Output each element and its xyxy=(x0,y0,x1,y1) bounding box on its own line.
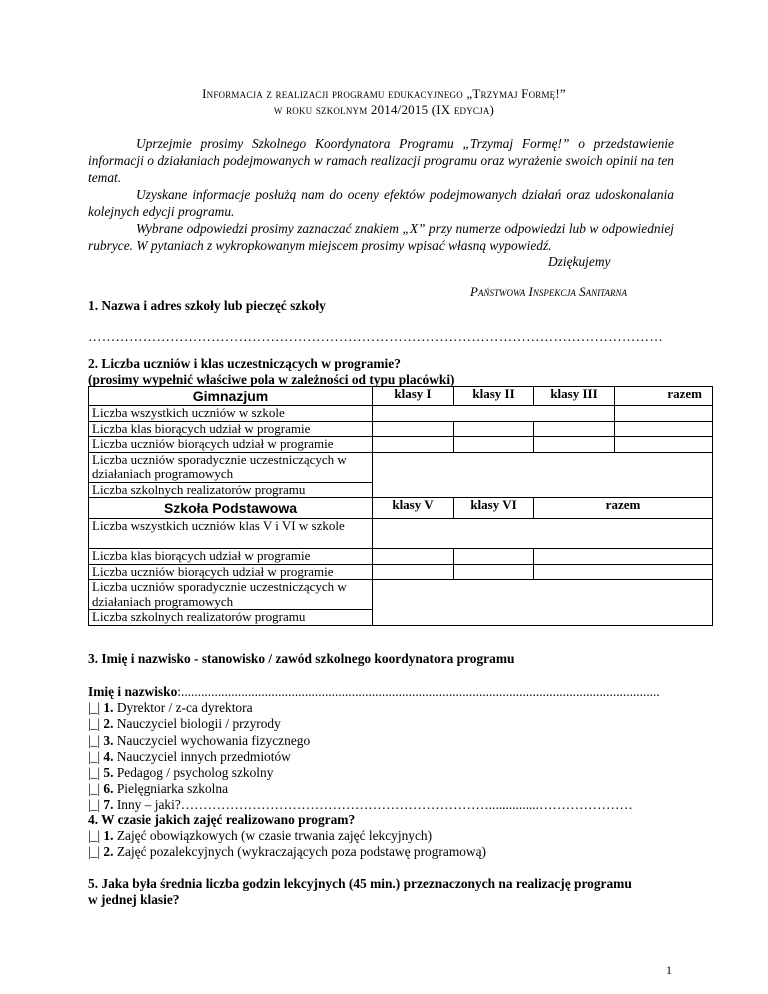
row-label: Liczba szkolnych realizatorów programu xyxy=(89,610,373,626)
table-cell[interactable] xyxy=(534,564,713,580)
option-number: 4. xyxy=(103,748,114,764)
option-number: 3. xyxy=(103,732,114,748)
school-name-field[interactable]: ……………………………………………………………………………………………………………… xyxy=(88,329,664,344)
checkbox[interactable]: |_| xyxy=(88,748,101,764)
option-number: 5. xyxy=(103,765,114,781)
document-title xyxy=(0,86,768,118)
participation-table xyxy=(88,386,713,626)
option-number: 1. xyxy=(103,700,114,716)
option-label: Pielęgniarka szkolna xyxy=(116,781,229,797)
table-cell[interactable] xyxy=(373,452,713,498)
table-row xyxy=(89,421,713,437)
col-header-klasy-v: klasy V xyxy=(373,498,454,519)
table-row xyxy=(89,437,713,453)
table-cell[interactable] xyxy=(454,437,534,453)
col-header-razem-sp: razem xyxy=(534,498,713,519)
row-label: Liczba klas biorących udział w programie xyxy=(89,549,373,565)
option-row[interactable] xyxy=(88,828,486,844)
option-label: Dyrektor / z-ca dyrektora xyxy=(116,700,253,716)
col-header-klasy-vi: klasy VI xyxy=(454,498,534,519)
table-cell[interactable] xyxy=(454,549,534,565)
table-cell[interactable] xyxy=(373,549,454,565)
question-1-label: 1. Nazwa i adres szkoły lub pieczęć szkoły xyxy=(88,298,326,313)
row-label: Liczba uczniów sporadycznie uczestniczących w działaniach programowych xyxy=(89,452,373,482)
table-row xyxy=(89,406,713,422)
table-cell[interactable] xyxy=(454,421,534,437)
option-number: 7. xyxy=(103,797,114,813)
signature: Państwowa Inspekcja Sanitarna xyxy=(470,284,627,299)
question-5-line-1: 5. Jaka była średnia liczba godzin lekcyjnych (45 min.) przeznaczonych na realizację programu xyxy=(88,876,632,891)
table-cell[interactable] xyxy=(373,564,454,580)
coordinator-name-row xyxy=(88,684,660,700)
table-cell[interactable] xyxy=(373,437,454,453)
row-label: Liczba klas biorących udział w programie xyxy=(89,421,373,437)
row-label: Liczba uczniów sporadycznie uczestniczących w działaniach programowych xyxy=(89,580,373,610)
option-row[interactable] xyxy=(88,844,486,860)
option-label: Inny – jaki?……………………………………………………………...............………………… xyxy=(116,797,633,813)
thanks-text: Dziękujemy xyxy=(548,254,611,269)
col-header-klasy-iii: klasy III xyxy=(534,387,615,406)
intro-paragraph-2: Uzyskane informacje posłużą nam do oceny efektów podejmowanych działań oraz udoskonalania kolejnych edycji programu. xyxy=(88,187,674,219)
table-cell[interactable] xyxy=(615,421,713,437)
table-row xyxy=(89,452,713,482)
option-row[interactable] xyxy=(88,749,660,765)
option-number: 6. xyxy=(103,781,114,797)
checkbox[interactable]: |_| xyxy=(88,732,101,748)
table-cell[interactable] xyxy=(373,580,713,626)
checkbox[interactable]: |_| xyxy=(88,765,101,781)
question-4-options xyxy=(88,828,486,860)
option-label: Nauczyciel biologii / przyrody xyxy=(116,716,281,732)
coordinator-name-field[interactable]: :............................................................................................................................................... xyxy=(177,684,660,699)
table-cell[interactable] xyxy=(373,421,454,437)
row-label: Liczba wszystkich uczniów w szkole xyxy=(89,406,373,422)
checkbox[interactable]: |_| xyxy=(88,844,101,860)
question-5-label xyxy=(88,876,632,908)
option-label: Zajęć pozalekcyjnych (wykraczających poza podstawę programową) xyxy=(116,844,486,860)
checkbox[interactable]: |_| xyxy=(88,716,101,732)
name-label: Imię i nazwisko xyxy=(88,684,178,699)
option-number: 2. xyxy=(103,844,114,860)
table-row xyxy=(89,549,713,565)
option-row[interactable] xyxy=(88,733,660,749)
row-label: Liczba szkolnych realizatorów programu xyxy=(89,482,373,498)
title-line-1: Informacja z realizacji programu edukacyjnego „Trzymaj Formę!” xyxy=(202,86,566,101)
option-label: Zajęć obowiązkowych (w czasie trwania zajęć lekcyjnych) xyxy=(116,828,433,843)
table-cell[interactable] xyxy=(615,406,713,422)
table-row xyxy=(89,519,713,549)
option-row[interactable] xyxy=(88,700,660,716)
page-number: 1 xyxy=(666,963,672,977)
intro-paragraph-3: Wybrane odpowiedzi prosimy zaznaczać znakiem „X” przy numerze odpowiedzi lub w odpowiedniej rubryce. W pytaniach z wykropkowanym miejscem prosimy wpisać własną wypowiedź. xyxy=(88,221,674,253)
gimnazjum-header-row xyxy=(89,387,713,406)
table-cell[interactable] xyxy=(615,437,713,453)
question-2-label xyxy=(88,356,455,388)
title-line-2: w roku szkolnym 2014/2015 (IX edycja) xyxy=(273,102,495,117)
question-2-line-1: 2. Liczba uczniów i klas uczestniczących w programie? xyxy=(88,356,401,371)
checkbox[interactable]: |_| xyxy=(88,797,101,813)
table-row xyxy=(89,580,713,610)
option-label: Nauczyciel wychowania fizycznego xyxy=(116,732,311,748)
table-cell[interactable] xyxy=(454,564,534,580)
table-row xyxy=(89,564,713,580)
table-cell[interactable] xyxy=(534,549,713,565)
question-5-line-2: w jednej klasie? xyxy=(88,892,180,907)
table-cell[interactable] xyxy=(534,437,615,453)
row-label: Liczba uczniów biorących udział w programie xyxy=(89,437,373,453)
checkbox[interactable]: |_| xyxy=(88,781,101,797)
question-3-label: 3. Imię i nazwisko - stanowisko / zawód szkolnego koordynatora programu xyxy=(88,651,515,666)
option-number: 2. xyxy=(103,716,114,732)
table-cell[interactable] xyxy=(534,421,615,437)
option-row[interactable] xyxy=(88,765,660,781)
checkbox[interactable]: |_| xyxy=(88,828,101,843)
intro-text xyxy=(88,135,674,254)
row-label: Liczba uczniów biorących udział w programie xyxy=(89,564,373,580)
question-4-label: 4. W czasie jakich zajęć realizowano program? xyxy=(88,812,356,827)
gimnazjum-header: Gimnazjum xyxy=(89,387,373,406)
option-label: Pedagog / psycholog szkolny xyxy=(116,765,274,781)
question-3-options xyxy=(88,684,660,814)
option-label: Nauczyciel innych przedmiotów xyxy=(116,748,291,764)
table-cell[interactable] xyxy=(373,406,615,422)
row-label: Liczba wszystkich uczniów klas V i VI w szkole xyxy=(89,519,373,549)
col-header-klasy-ii: klasy II xyxy=(454,387,534,406)
podstawowa-header-row xyxy=(89,498,713,519)
option-number: 1. xyxy=(103,828,114,843)
podstawowa-header: Szkoła Podstawowa xyxy=(89,498,373,519)
intro-paragraph-1: Uprzejmie prosimy Szkolnego Koordynatora Programu „Trzymaj Formę!” o przedstawienie informacji o działaniach podejmowanych w ramach realizacji programu oraz wyrażenie swoich opinii na ten temat. xyxy=(88,136,674,185)
checkbox[interactable]: |_| xyxy=(88,700,101,716)
col-header-klasy-i: klasy I xyxy=(373,387,454,406)
question-2-line-2: (prosimy wypełnić właściwe pola w zależności od typu placówki) xyxy=(88,372,455,387)
option-row[interactable] xyxy=(88,781,660,797)
table-cell[interactable] xyxy=(373,519,713,549)
col-header-razem: razem xyxy=(615,387,713,406)
option-row[interactable] xyxy=(88,716,660,732)
